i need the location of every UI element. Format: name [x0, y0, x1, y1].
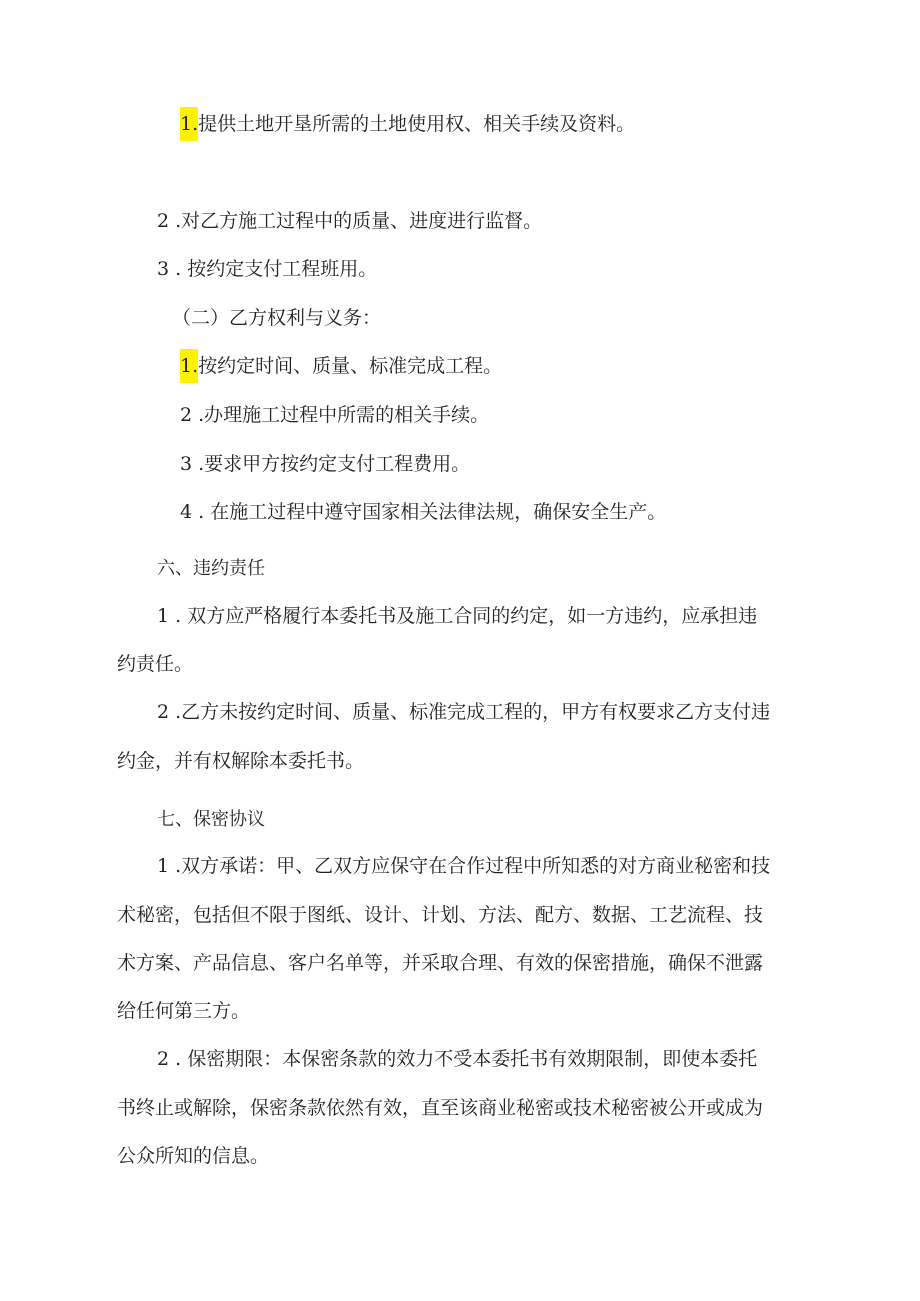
item-text: 约责任。: [117, 653, 194, 675]
breach-item-1-line-1: [157, 602, 757, 630]
item-text: 约金，并有权解除本委托书。: [117, 750, 365, 772]
section-heading-confidentiality: [157, 806, 265, 834]
item-text: 公众所知的信息。: [117, 1145, 270, 1167]
item-text: 双方应严格履行本委托书及施工合同的约定，如一方违约，应承担违: [187, 605, 758, 627]
item-jia-2: [157, 207, 542, 235]
item-number: 1 .: [157, 605, 188, 627]
item-jia-3: [157, 255, 377, 283]
conf-item-1-line-4: [117, 997, 250, 1025]
item-text: 双方承诺：甲、乙双方应保守在合作过程中所知悉的对方商业秘密和技: [181, 855, 771, 877]
item-yi-4: [180, 498, 666, 526]
section-heading-text: 七、保密协议: [157, 809, 265, 830]
item-number: 2 .: [157, 210, 182, 232]
subheading-yi-rights: [172, 304, 381, 332]
breach-item-2-line-1: [157, 698, 770, 726]
conf-item-1-line-2: [117, 901, 763, 929]
item-yi-2: [180, 401, 489, 429]
item-number: 2 .: [157, 1048, 188, 1070]
highlighted-number: 1.: [180, 349, 198, 383]
item-text: 提供土地开垦所需的土地使用权、相关手续及资料。: [198, 113, 636, 135]
item-text: 办理施工过程中所需的相关手续。: [204, 404, 490, 426]
conf-item-1-line-3: [117, 949, 763, 977]
item-text: 在施工过程中遵守国家相关法律法规，确保安全生产。: [210, 501, 667, 523]
item-text: 术方案、产品信息、客户名单等，并采取合理、有效的保密措施，确保不泄露: [117, 952, 764, 974]
highlighted-number: 1.: [180, 107, 198, 141]
item-number: 4 .: [180, 501, 211, 523]
item-text: 给任何第三方。: [117, 1000, 251, 1022]
section-heading-text: 六、违约责任: [157, 558, 265, 579]
conf-item-1-line-1: [157, 852, 770, 880]
breach-item-1-line-2: [117, 650, 193, 678]
item-text: 对乙方施工过程中的质量、进度进行监督。: [181, 210, 543, 232]
breach-item-2-line-2: [117, 747, 364, 775]
item-yi-1: [180, 352, 502, 380]
item-text: 要求甲方按约定支付工程费用。: [204, 453, 471, 475]
conf-item-2-line-2: [117, 1094, 763, 1122]
item-number: 2 .: [180, 404, 205, 426]
item-number: 3 .: [180, 453, 205, 475]
subheading-text: （二）乙方权利与义务：: [172, 307, 382, 329]
item-text: 乙方未按约定时间、质量、标准完成工程的，甲方有权要求乙方支付违: [181, 701, 771, 723]
item-text: 保密期限：本保密条款的效力不受本委托书有效期限制，即使本委托: [187, 1048, 758, 1070]
section-heading-breach: [157, 555, 265, 583]
item-yi-3: [180, 450, 470, 478]
item-text: 按约定时间、质量、标准完成工程。: [198, 355, 503, 377]
item-number: 2 .: [157, 701, 182, 723]
item-text: 书终止或解除，保密条款依然有效，直至该商业秘密或技术秘密被公开或成为: [117, 1097, 764, 1119]
item-number: 3 .: [157, 258, 188, 280]
item-number: 1 .: [157, 855, 182, 877]
conf-item-2-line-3: [117, 1142, 269, 1170]
item-text: 按约定支付工程班用。: [187, 258, 378, 280]
conf-item-2-line-1: [157, 1045, 757, 1073]
item-jia-1: [180, 110, 635, 138]
item-text: 术秘密，包括但不限于图纸、设计、计划、方法、配方、数据、工艺流程、技: [117, 904, 764, 926]
